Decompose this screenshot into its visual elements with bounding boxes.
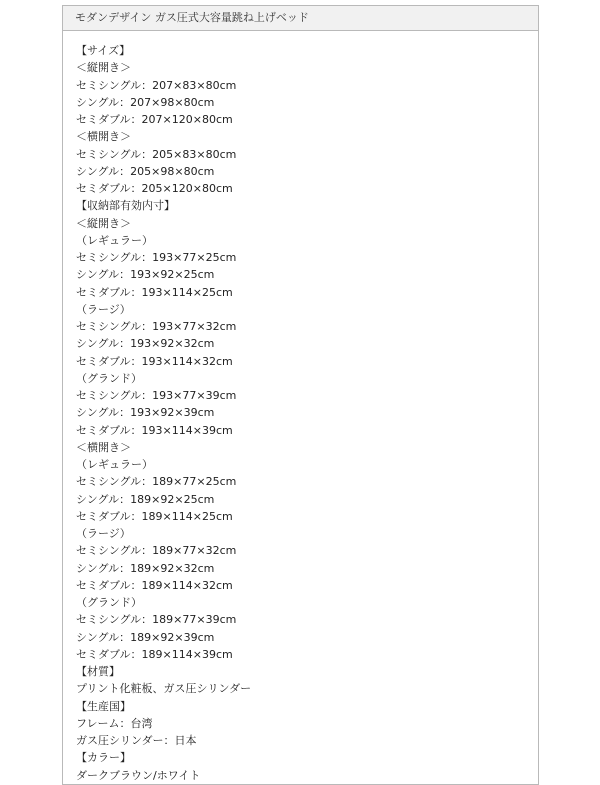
spec-line: 【収納部有効内寸】 [76,199,175,213]
spec-line: セミダブル：193×114×25cm [76,285,233,299]
spec-line: セミダブル：193×114×32cm [76,354,233,368]
spec-table [62,5,539,785]
spec-line: 【カラー】 [76,751,131,765]
spec-line: （グランド） [76,596,142,609]
spec-list [63,31,538,784]
spec-line: （レギュラー） [76,458,153,471]
spec-line: プリント化粧板、ガス圧シリンダー [76,682,252,696]
spec-line: 【材質】 [76,665,120,678]
spec-line: セミダブル：189×114×39cm [76,647,233,661]
spec-line: セミシングル：205×83×80cm [76,147,237,161]
spec-line: （レギュラー） [76,233,153,247]
spec-line: 【サイズ】 [76,44,131,57]
spec-line: ＜横開き＞ [76,440,131,454]
spec-line: シングル：189×92×25cm [76,492,215,506]
spec-line: セミシングル：193×77×39cm [76,389,237,402]
spec-line: セミシングル：189×77×32cm [76,544,237,558]
spec-line: ダークブラウン/ホワイト [76,768,201,782]
spec-line: （ラージ） [76,527,131,540]
spec-line: セミダブル：207×120×80cm [76,113,233,126]
spec-line: セミシングル：193×77×25cm [76,251,237,264]
spec-line: ガス圧シリンダー：日本 [76,734,197,747]
spec-line: ＜縦開き＞ [76,216,131,230]
spec-line: ＜横開き＞ [76,130,131,144]
spec-line: シングル：189×92×32cm [76,561,215,575]
spec-line: 【生産国】 [76,699,131,713]
spec-line: シングル：205×98×80cm [76,164,215,178]
spec-table-title: モダンデザイン ガス圧式大容量跳ね上げベッド [63,6,538,31]
spec-line: セミダブル：189×114×25cm [76,509,233,523]
spec-line: シングル：193×92×39cm [76,406,215,420]
spec-line: セミシングル：189×77×25cm [76,475,237,489]
spec-line: （ラージ） [76,302,131,316]
spec-line: セミダブル：205×120×80cm [76,182,233,195]
spec-line: シングル：193×92×25cm [76,268,215,282]
spec-line: （グランド） [76,371,142,385]
spec-line: セミシングル：207×83×80cm [76,78,237,92]
spec-line: シングル：193×92×32cm [76,337,215,351]
spec-line: セミシングル：189×77×39cm [76,613,237,627]
spec-line: セミダブル：193×114×39cm [76,423,233,437]
spec-line: フレーム：台湾 [76,716,153,730]
spec-line: セミダブル：189×114×32cm [76,578,233,592]
spec-line: セミシングル：193×77×32cm [76,320,237,333]
spec-line: シングル：189×92×39cm [76,630,215,644]
spec-line: シングル：207×98×80cm [76,95,215,109]
spec-line: ＜縦開き＞ [76,61,131,75]
